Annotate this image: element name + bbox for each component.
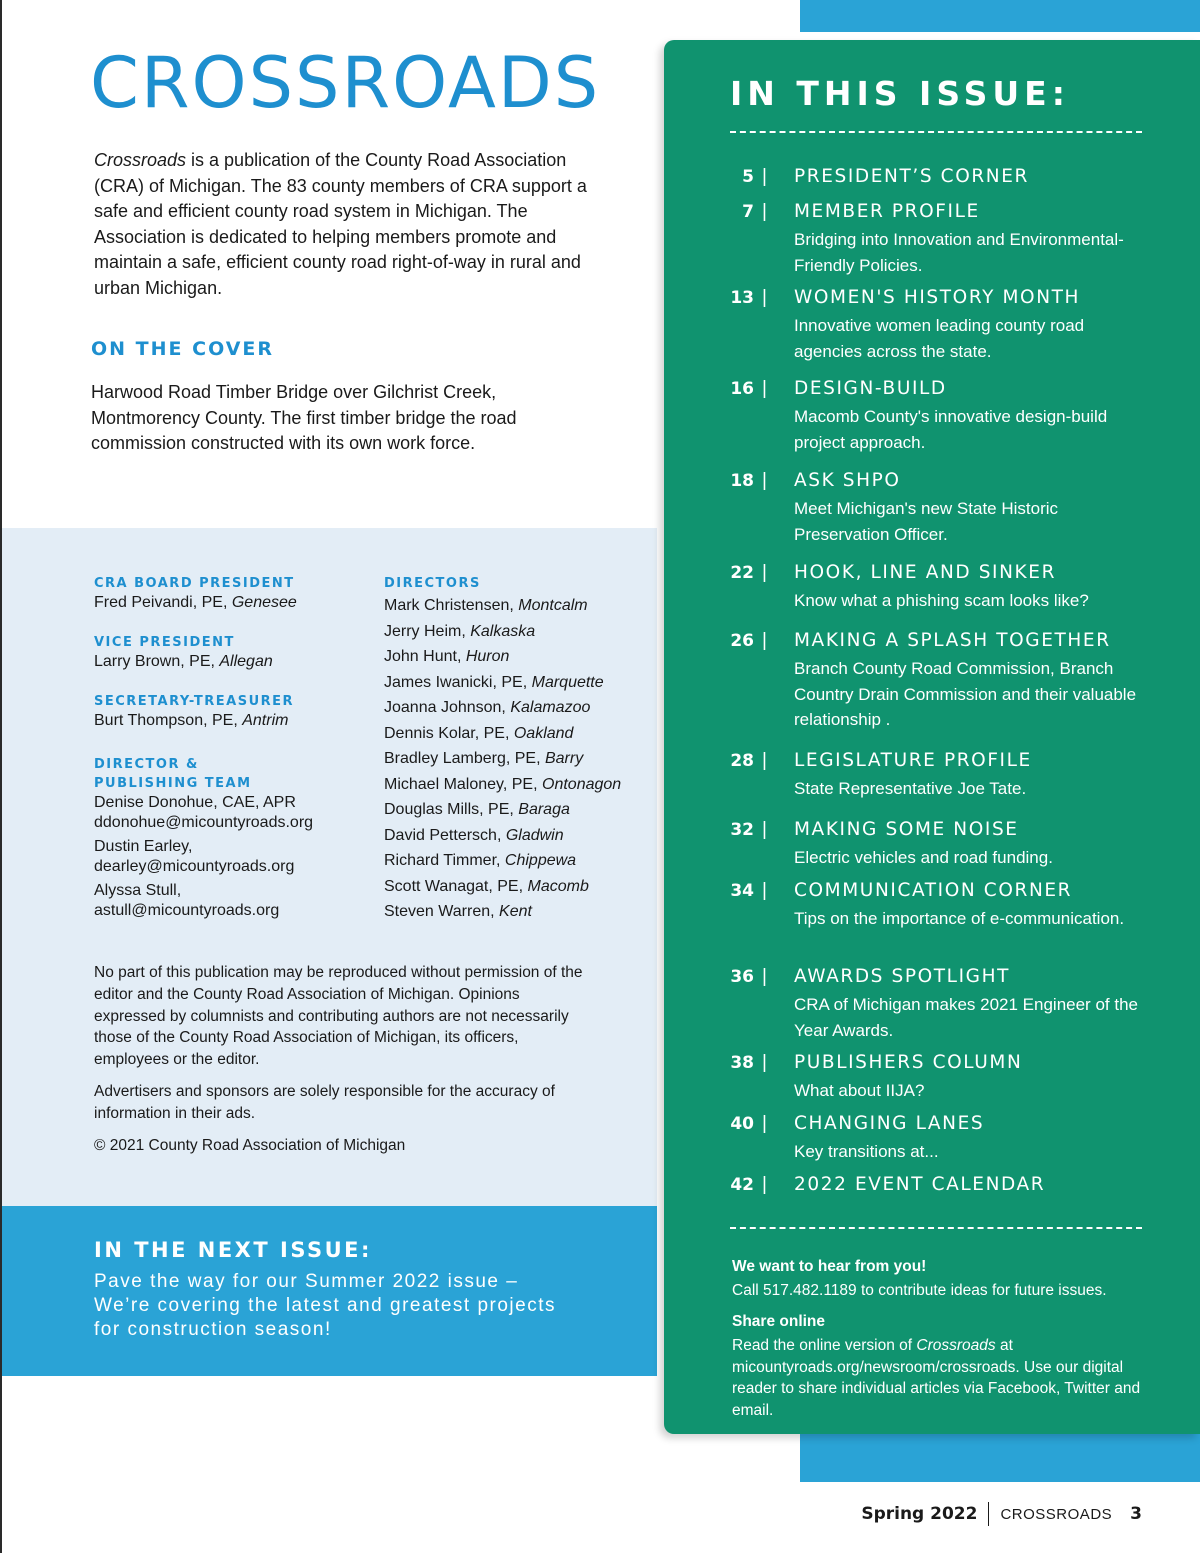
toc-heading: PUBLISHERS COLUMN <box>794 1052 1023 1073</box>
toc-separator: | <box>762 750 767 771</box>
toc-description: CRA of Michigan makes 2021 Engineer of the Year Awards. <box>794 995 1138 1040</box>
director-item: Steven Warren, Kent <box>384 903 532 920</box>
toc-description: Bridging into Innovation and Environmental-Friendly Policies. <box>794 230 1124 275</box>
legal-paragraph: Advertisers and sponsors are solely responsible for the accuracy of information in their ads. <box>94 1082 555 1122</box>
copyright: © 2021 County Road Association of Michigan <box>94 1136 406 1154</box>
toc-page-number: 32 <box>730 820 754 840</box>
president-group <box>94 574 364 613</box>
feedback-heading: We want to hear from you! <box>732 1258 927 1275</box>
team-member-email[interactable]: dearley@micountyroads.org <box>94 858 295 875</box>
footer-season: Spring 2022 <box>861 1504 978 1524</box>
intro-paragraph <box>94 148 614 302</box>
team-member-name: Alyssa Stull, <box>94 882 182 899</box>
vp-group <box>94 633 364 672</box>
next-issue-text: Pave the way for our Summer 2022 issue – We’re covering the latest and greatest projects for construction season! <box>94 1271 556 1340</box>
team-member-name: Dustin Earley, <box>94 838 193 855</box>
toc-heading: ASK SHPO <box>794 470 901 491</box>
toc-page-number: 18 <box>730 471 754 491</box>
toc-description: Electric vehicles and road funding. <box>794 848 1053 867</box>
team-member <box>94 881 364 921</box>
secretary-group <box>94 692 364 731</box>
toc-separator: | <box>762 201 767 222</box>
team-role-line1: DIRECTOR & <box>94 757 199 772</box>
intro-pub-name: Crossroads <box>94 150 187 170</box>
cover-text: Harwood Road Timber Bridge over Gilchrist Creek, Montmorency County. The first timber bridge the road commission constructed with its own work force. <box>91 382 517 454</box>
toc-separator: | <box>762 166 767 187</box>
masthead: CROSSROADS <box>90 42 601 124</box>
toc-separator: | <box>762 819 767 840</box>
toc-page-number: 36 <box>730 967 754 987</box>
toc-description: Tips on the importance of e-communication. <box>794 909 1125 928</box>
page-number: 3 <box>1130 1504 1142 1524</box>
team-member <box>94 793 364 833</box>
toc-page-number: 38 <box>730 1053 754 1073</box>
toc-page-number: 13 <box>730 288 754 308</box>
toc-page-number: 42 <box>730 1175 754 1195</box>
toc-page-number: 5 <box>742 167 754 187</box>
toc-description: Know what a phishing scam looks like? <box>794 591 1089 610</box>
toc-separator: | <box>762 470 767 491</box>
team-member-email[interactable]: ddonohue@micountyroads.org <box>94 814 314 831</box>
toc-separator: | <box>762 378 767 399</box>
toc-heading: HOOK, LINE AND SINKER <box>794 562 1057 583</box>
director-item: Jerry Heim, Kalkaska <box>384 622 536 640</box>
president-role: CRA BOARD PRESIDENT <box>94 576 295 591</box>
toc-heading: PRESIDENT’S CORNER <box>794 166 1029 187</box>
president-name: Fred Peivandi, PE, Genesee <box>94 594 297 611</box>
director-item: Douglas Mills, PE, Baraga <box>384 801 570 818</box>
director-item: Scott Wanagat, PE, Macomb <box>384 877 589 895</box>
secretary-name: Burt Thompson, PE, Antrim <box>94 712 289 729</box>
toc-divider-bottom <box>730 1227 1142 1229</box>
toc-separator: | <box>762 966 767 987</box>
toc-heading: MEMBER PROFILE <box>794 201 980 222</box>
toc-heading: MAKING SOME NOISE <box>794 819 1019 840</box>
toc-title: IN THIS ISSUE: <box>730 74 1070 113</box>
toc-separator: | <box>762 1052 767 1073</box>
toc-heading: LEGISLATURE PROFILE <box>794 750 1032 771</box>
board-column <box>94 574 364 941</box>
toc-heading: 2022 EVENT CALENDAR <box>794 1174 1046 1195</box>
team-member <box>94 837 364 877</box>
intro-text: is a publication of the County Road Association (CRA) of Michigan. The 83 county members of CRA support a safe and efficient county road system in Michigan. The Association is dedicated to helping members promote and maintain a safe, efficient county road right-of-way in rural and urban Michigan. <box>94 150 587 298</box>
toc-heading: CHANGING LANES <box>794 1113 985 1134</box>
toc-description: State Representative Joe Tate. <box>794 779 1027 798</box>
team-member-name: Denise Donohue, CAE, APR <box>94 794 296 811</box>
secretary-role: SECRETARY-TREASURER <box>94 694 295 709</box>
toc-description: Meet Michigan's new State Historic Preservation Officer. <box>794 499 1059 544</box>
accent-strip-top <box>800 0 1200 32</box>
toc-page-number: 26 <box>730 631 754 651</box>
toc-description: Key transitions at... <box>794 1142 939 1161</box>
feedback-text: Call 517.482.1189 to contribute ideas for future issues. <box>732 1282 1107 1299</box>
team-member-email[interactable]: astull@micountyroads.org <box>94 902 280 919</box>
toc-separator: | <box>762 1174 767 1195</box>
toc-description: Innovative women leading county road agencies across the state. <box>794 316 1085 361</box>
toc-separator: | <box>762 562 767 583</box>
toc-page-number: 28 <box>730 751 754 771</box>
cover-heading: ON THE COVER <box>91 338 275 360</box>
directors-role: DIRECTORS <box>384 576 481 591</box>
next-issue-heading: IN THE NEXT ISSUE: <box>94 1238 372 1262</box>
toc-page-number: 22 <box>730 563 754 583</box>
director-item: Dennis Kolar, PE, Oakland <box>384 724 574 742</box>
director-item: James Iwanicki, PE, Marquette <box>384 673 604 691</box>
toc-heading: COMMUNICATION CORNER <box>794 880 1073 901</box>
page-footer <box>861 1502 1142 1526</box>
toc-heading: AWARDS SPOTLIGHT <box>794 966 1010 987</box>
director-item: David Pettersch, Gladwin <box>384 826 564 844</box>
toc-description: Branch County Road Commission, Branch Country Drain Commission and their valuable relationship . <box>794 659 1137 729</box>
director-item: Mark Christensen, Montcalm <box>384 597 588 614</box>
share-heading: Share online <box>732 1313 826 1330</box>
toc-separator: | <box>762 880 767 901</box>
toc-heading: DESIGN-BUILD <box>794 378 947 399</box>
footer-magazine: CROSSROADS <box>1000 1505 1113 1523</box>
toc-page-number: 16 <box>730 379 754 399</box>
director-item: John Hunt, Huron <box>384 648 510 665</box>
directors-column <box>384 574 654 925</box>
footer-divider <box>988 1502 989 1526</box>
toc-divider-top <box>730 131 1142 133</box>
toc-description: What about IIJA? <box>794 1081 925 1100</box>
team-group <box>94 755 364 921</box>
toc-page-number: 34 <box>730 881 754 901</box>
vp-role: VICE PRESIDENT <box>94 635 235 650</box>
legal-notice <box>94 962 594 1166</box>
toc-description: Macomb County's innovative design-build project approach. <box>794 407 1108 452</box>
toc-separator: | <box>762 630 767 651</box>
director-item: Joanna Johnson, Kalamazoo <box>384 699 591 716</box>
legal-paragraph: No part of this publication may be reproduced without permission of the editor and the County Road Association of Michigan. Opinions expressed by columnists and contributing authors are not necessarily those of the County Road Association of Michigan, its officers, employees or the editor. <box>94 964 583 1069</box>
director-item: Michael Maloney, PE, Ontonagon <box>384 775 622 793</box>
toc-page-number: 40 <box>730 1114 754 1134</box>
toc-heading: MAKING A SPLASH TOGETHER <box>794 630 1111 651</box>
director-item: Bradley Lamberg, PE, Barry <box>384 750 584 767</box>
toc-separator: | <box>762 287 767 308</box>
share-text: Read the online version of Crossroads at micountyroads.org/newsroom/crossroads. Use our digital reader to share individual articles via Facebook, Twitter and email. <box>732 1337 1141 1419</box>
accent-strip-bottom <box>800 1432 1200 1482</box>
team-role-line2: PUBLISHING TEAM <box>94 776 252 791</box>
toc-heading: WOMEN'S HISTORY MONTH <box>794 287 1081 308</box>
director-item: Richard Timmer, Chippewa <box>384 852 577 869</box>
vp-name: Larry Brown, PE, Allegan <box>94 653 273 670</box>
toc-page-number: 7 <box>742 202 754 222</box>
toc-separator: | <box>762 1113 767 1134</box>
directors-list <box>384 593 654 925</box>
